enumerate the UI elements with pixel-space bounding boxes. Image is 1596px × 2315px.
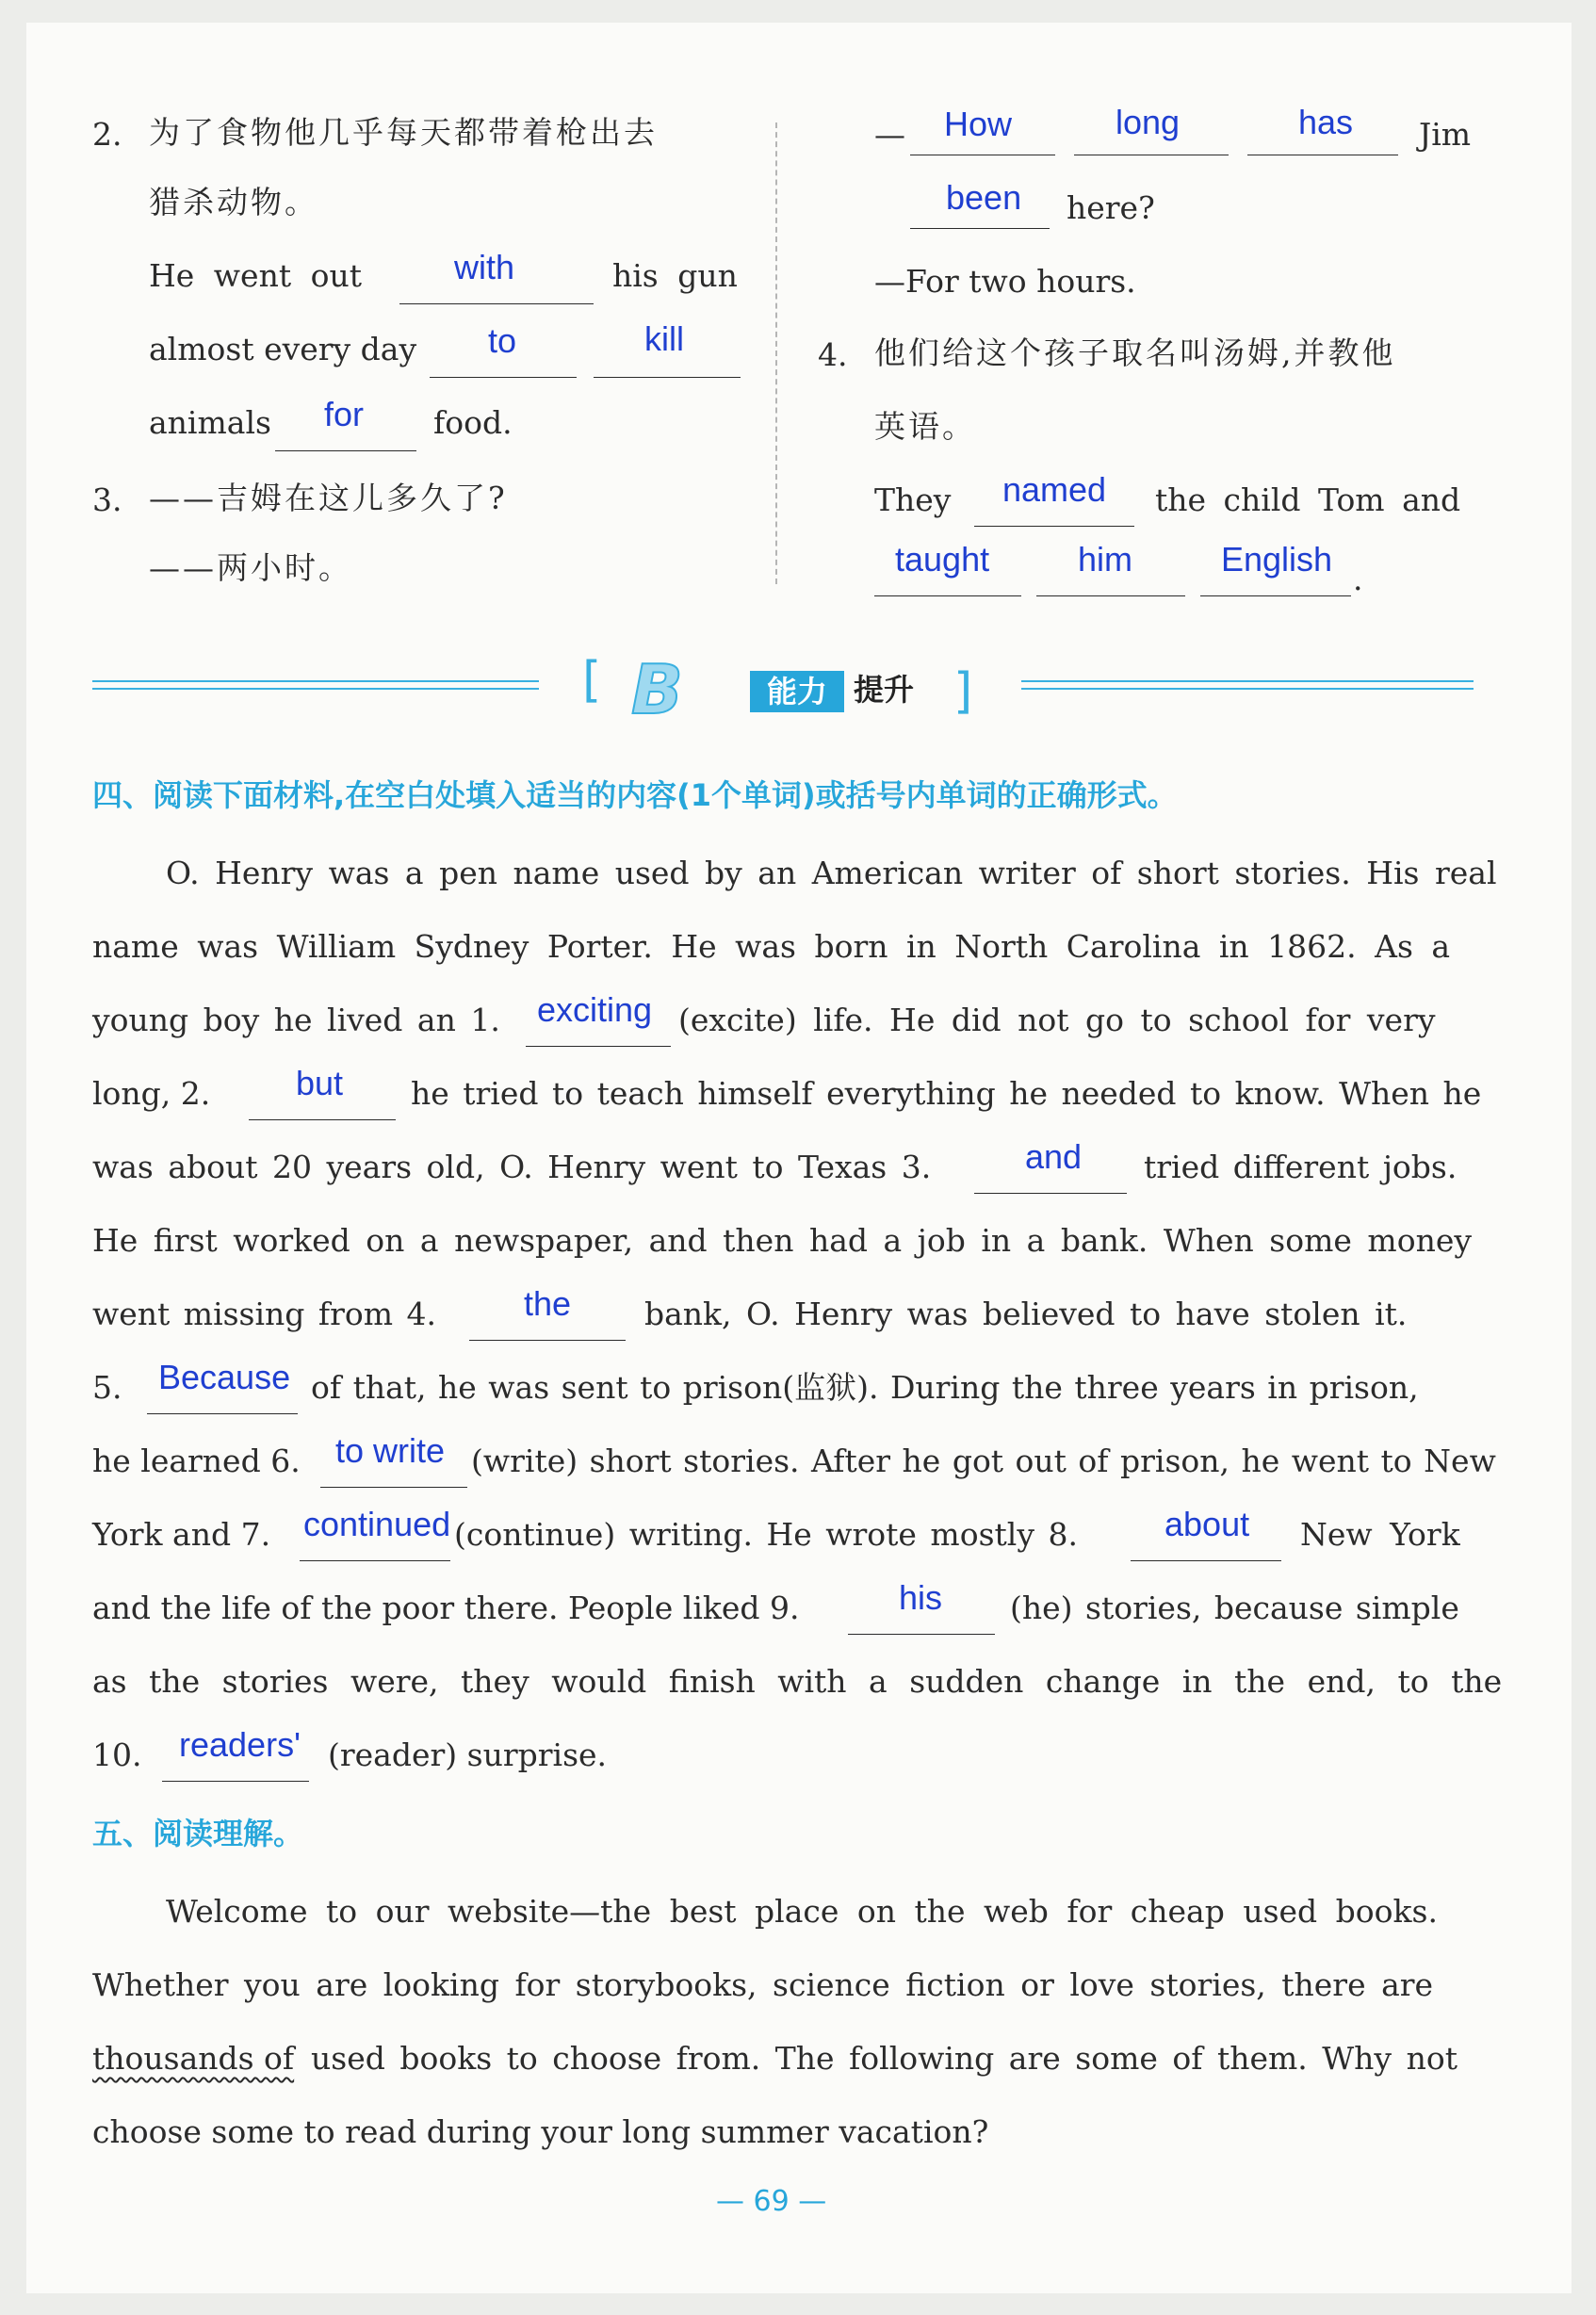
column-divider: [775, 122, 777, 584]
bracket-right: ]: [953, 663, 973, 720]
handwritten-answer: has: [1298, 103, 1354, 141]
passage-line: 5.: [92, 1369, 122, 1406]
sentence-text: Jim: [1419, 116, 1472, 153]
page-number: — 69 —: [716, 2185, 827, 2218]
sentence-text: the child Tom and: [1155, 481, 1461, 518]
passage-line: was about 20 years old, O. Henry went to Texas 3.: [92, 1149, 932, 1185]
banner-rule-left: [92, 680, 539, 690]
question-number: 3.: [92, 481, 122, 518]
sentence-text: food.: [433, 404, 513, 441]
passage-line: choose some to read during your long summer vacation?: [92, 2113, 989, 2150]
handwritten-answer: How: [944, 105, 1013, 143]
handwritten-answer: his: [899, 1578, 943, 1617]
sentence-text: They: [874, 481, 952, 518]
passage-line: went missing from 4.: [92, 1296, 437, 1332]
handwritten-answer: kill: [644, 319, 684, 358]
handwritten-answer: exciting: [537, 990, 653, 1029]
sentence-text: animals: [149, 404, 271, 441]
section-heading: 五、阅读理解。: [92, 1816, 304, 1851]
handwritten-answer: with: [454, 248, 515, 286]
passage-line: he learned 6.: [92, 1443, 301, 1479]
handwritten-answer: him: [1078, 540, 1133, 579]
sentence-text: —For two hours.: [874, 263, 1136, 300]
chinese-prompt: ——吉姆在这儿多久了?: [149, 480, 508, 516]
underlined-phrase: thousands of: [92, 2040, 295, 2077]
dash: —: [874, 116, 905, 153]
chinese-prompt: 为了食物他几乎每天都带着枪出去: [149, 114, 658, 151]
passage-line: name was William Sydney Porter. He was born in North Carolina in 1862. As a: [92, 928, 1451, 965]
sentence-text: He went out: [149, 257, 362, 294]
question-number: 2.: [92, 116, 122, 153]
handwritten-answer: been: [946, 178, 1022, 217]
passage-line: Whether you are looking for storybooks, science fiction or love stories, there are: [92, 1966, 1434, 2003]
passage-line: (reader) surprise.: [328, 1736, 608, 1773]
passage-line: long, 2.: [92, 1075, 211, 1112]
handwritten-answer: continued: [303, 1505, 451, 1543]
passage-line: and the life of the poor there. People liked 9.: [92, 1590, 800, 1626]
handwritten-answer: but: [296, 1064, 344, 1102]
handwritten-answer: Because: [158, 1358, 291, 1396]
passage-line: He first worked on a newspaper, and then had a job in a bank. When some money: [92, 1222, 1473, 1259]
passage-line: Welcome to our website—the best place on the web for cheap used books.: [166, 1893, 1438, 1930]
section-badge: 能力: [750, 671, 844, 712]
handwritten-answer: about: [1164, 1505, 1250, 1543]
passage-line: 10.: [92, 1736, 142, 1773]
passage-line: New York: [1300, 1516, 1460, 1553]
handwritten-answer: taught: [895, 540, 990, 579]
handwritten-answer: to write: [335, 1431, 446, 1470]
question-number: 4.: [818, 336, 848, 373]
sentence-text: almost every day: [149, 331, 417, 367]
passage-line: he tried to teach himself everything he needed to know. When he: [411, 1075, 1482, 1112]
passage-line: (write) short stories. After he got out of prison, he went to New: [471, 1443, 1496, 1479]
handwritten-answer: English: [1221, 540, 1333, 579]
passage-line: used books to choose from. The following are some of them. Why not: [311, 2040, 1458, 2077]
sentence-text: .: [1353, 561, 1363, 597]
chinese-prompt: 他们给这个孩子取名叫汤姆,并教他: [874, 334, 1396, 371]
passage-line: O. Henry was a pen name used by an American writer of short stories. His real: [166, 855, 1497, 891]
section-label: 提升: [854, 672, 915, 708]
passage-line: York and 7.: [92, 1516, 271, 1553]
bracket-left: [: [582, 652, 602, 709]
passage-line: (excite) life. He did not go to school for very: [678, 1002, 1436, 1038]
sentence-text: here?: [1067, 189, 1155, 226]
passage-line: bank, O. Henry was believed to have stolen it.: [644, 1296, 1408, 1332]
handwritten-answer: and: [1025, 1137, 1083, 1176]
handwritten-answer: for: [324, 395, 365, 433]
section-letter-b: B: [631, 650, 683, 729]
handwritten-answer: to: [488, 321, 517, 360]
banner-rule-right: [1021, 680, 1474, 690]
passage-line: (continue) writing. He wrote mostly 8.: [454, 1516, 1078, 1553]
chinese-prompt: 猎杀动物。: [149, 184, 318, 220]
chinese-prompt: ——两小时。: [149, 549, 352, 586]
chinese-prompt: 英语。: [874, 408, 976, 445]
handwritten-answer: named: [1002, 470, 1107, 509]
handwritten-answer: long: [1116, 103, 1181, 141]
passage-line: tried different jobs.: [1144, 1149, 1458, 1185]
handwritten-answer: readers': [179, 1725, 301, 1764]
passage-line: of that, he was sent to prison(监狱). During the three years in prison,: [311, 1369, 1419, 1406]
passage-line: young boy he lived an 1.: [92, 1002, 500, 1038]
passage-line: as the stories were, they would finish with a sudden change in the end, to the: [92, 1663, 1503, 1700]
section-heading: 四、阅读下面材料,在空白处填入适当的内容(1个单词)或括号内单词的正确形式。: [92, 777, 1178, 813]
passage-line: (he) stories, because simple: [1010, 1590, 1459, 1626]
sentence-text: his gun: [612, 257, 738, 294]
handwritten-answer: the: [524, 1284, 572, 1323]
